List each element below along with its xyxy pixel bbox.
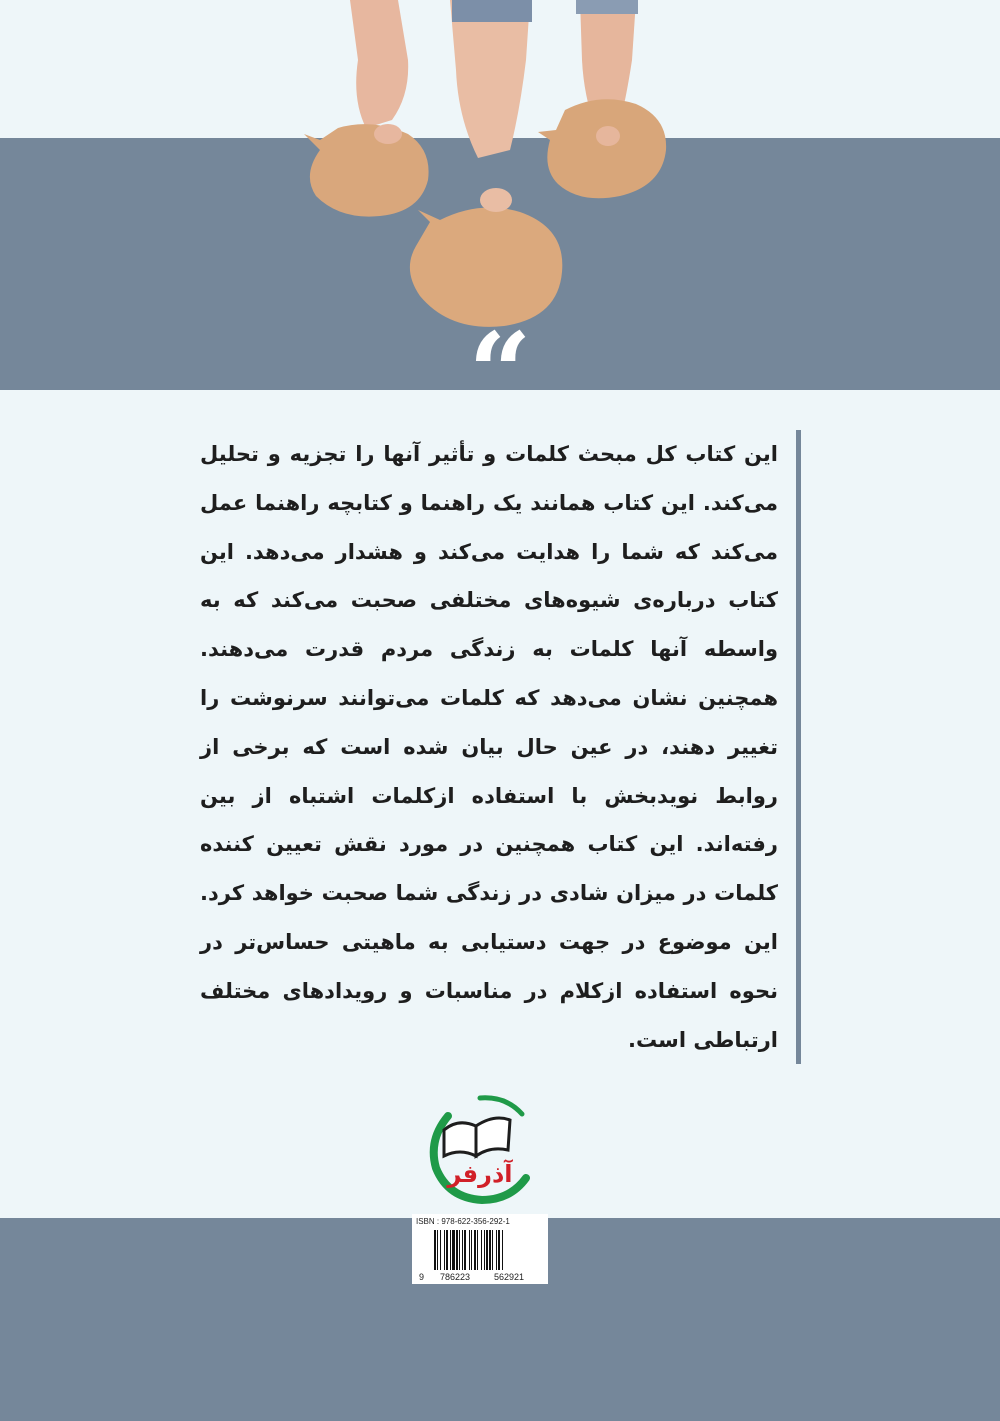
barcode-bar xyxy=(462,1230,463,1270)
barcode-bar xyxy=(440,1230,441,1270)
barcode-bar xyxy=(456,1230,458,1270)
barcode-bar xyxy=(437,1230,438,1270)
barcode-bar xyxy=(481,1230,482,1270)
barcode-bar xyxy=(492,1230,493,1270)
barcode-digits-right: 562921 xyxy=(494,1272,525,1282)
barcode-bar xyxy=(498,1230,500,1270)
barcode-bar xyxy=(477,1230,478,1270)
barcode-bar xyxy=(459,1230,460,1270)
publisher-logo xyxy=(418,1090,542,1208)
quote-mark: “ xyxy=(468,308,532,437)
barcode-digit-lead: 9 xyxy=(419,1272,425,1282)
barcode-bar xyxy=(502,1230,503,1270)
back-cover-blurb: این کتاب کل مبحث کلمات و تأثیر آنها را تجزیه و تحلیل می‌کند. این کتاب همانند یک راهنما و کتابچه راهنما عمل می‌کند که شما را هدایت می‌کند و هشدار می‌دهد. این کتاب درباره‌ی شیوه‌های مختلفی صحبت می‌کند که به واسطه آنها کلمات به زندگی مردم قدرت می‌دهند. همچنین نشان می‌دهد که کلمات می‌توانند سرنوشت را تغییر دهند، در عین حال بیان شده است که برخی از روابط نویدبخش با استفاده ازکلمات اشتباه از بین رفته‌اند. این کتاب همچنین در مورد نقش تعیین کننده کلمات در میزان شادی در زندگی شما صحبت خواهد کرد. این موضوع در جهت دستیابی به ماهیتی حساس‌تر در نحوه استفاده ازکلام در مناسبات و رویدادهای مختلف ارتباطی است. xyxy=(200,430,801,1064)
barcode-bar xyxy=(452,1230,455,1270)
barcode-bar xyxy=(484,1230,485,1270)
open-book-icon xyxy=(444,1118,510,1156)
barcode-digits-left: 786223 xyxy=(440,1272,471,1282)
barcode-bar xyxy=(444,1230,445,1270)
hands-speech-bubbles-photo xyxy=(280,0,700,340)
barcode-bar xyxy=(471,1230,472,1270)
barcode-bar xyxy=(469,1230,470,1270)
isbn-barcode-label xyxy=(412,1214,548,1284)
barcode-bar xyxy=(489,1230,491,1270)
isbn-number: ISBN : 978-622-356-292-1 xyxy=(416,1217,510,1226)
barcode-bar xyxy=(464,1230,466,1270)
barcode-bar xyxy=(446,1230,448,1270)
barcode-bar xyxy=(450,1230,451,1270)
barcode-bar xyxy=(486,1230,488,1270)
publisher-name: آذرفر xyxy=(447,1160,513,1188)
barcode-bar xyxy=(434,1230,436,1270)
barcode-bar xyxy=(474,1230,476,1270)
barcode-bar xyxy=(496,1230,497,1270)
barcode-bars xyxy=(434,1230,542,1270)
